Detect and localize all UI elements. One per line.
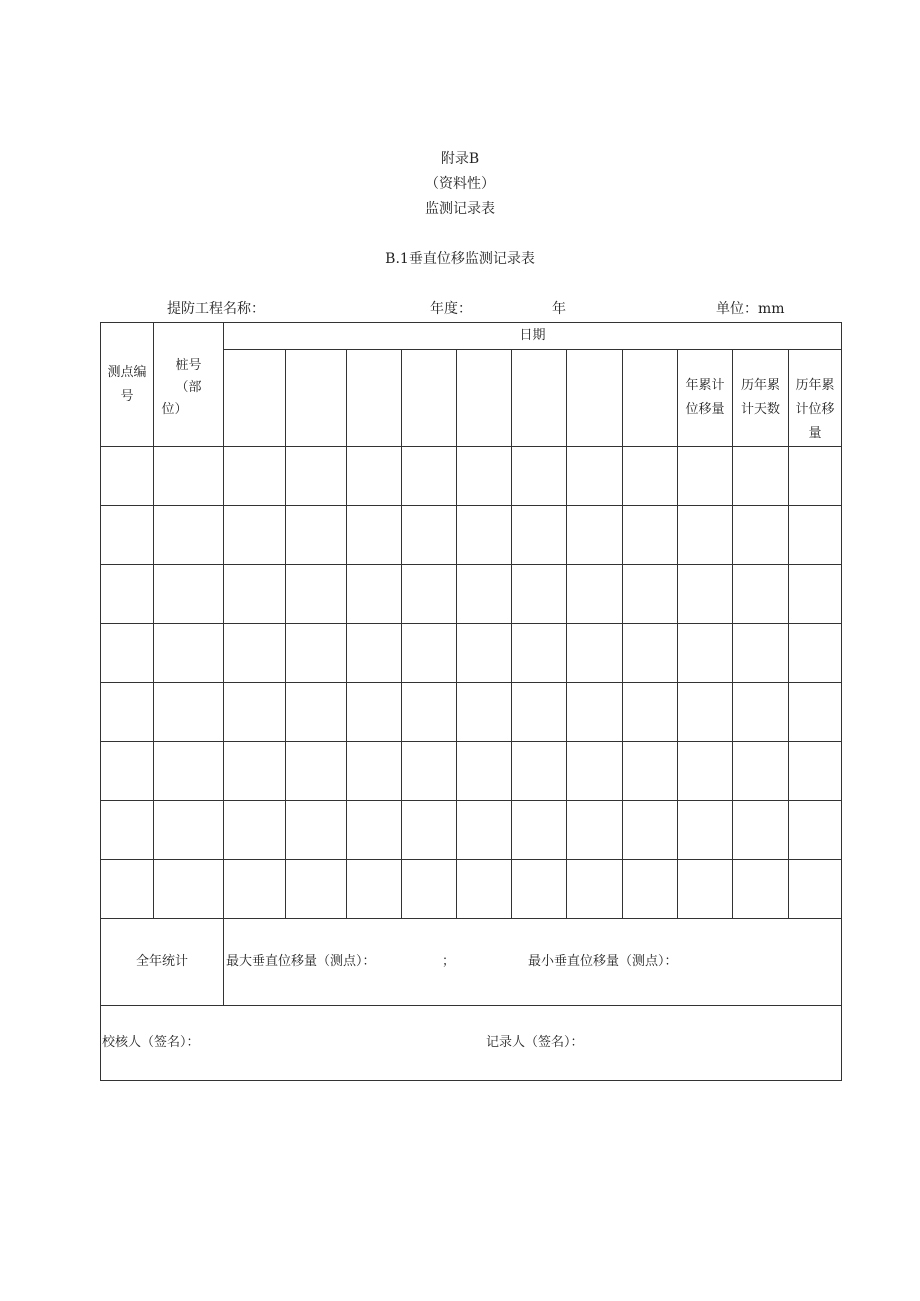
year-suffix: 年 xyxy=(552,301,566,317)
data-cell[interactable] xyxy=(224,624,286,683)
data-cell[interactable] xyxy=(224,801,286,860)
data-cell[interactable] xyxy=(402,742,457,801)
data-cell[interactable] xyxy=(457,506,512,565)
data-cell[interactable] xyxy=(678,801,733,860)
table-row xyxy=(101,683,842,742)
header-pile-line1: 桩号 xyxy=(175,358,202,373)
data-cell[interactable] xyxy=(733,860,789,919)
data-cell[interactable] xyxy=(512,801,567,860)
header-historical-days xyxy=(733,350,789,447)
summary-max-label: 最大垂直位移量（测点）： xyxy=(226,954,376,969)
data-cell[interactable] xyxy=(733,742,789,801)
data-cell[interactable] xyxy=(789,565,842,624)
data-cell[interactable] xyxy=(101,624,154,683)
header-historical-cumulative xyxy=(789,350,842,447)
data-cell[interactable] xyxy=(457,447,512,506)
data-cell[interactable] xyxy=(402,506,457,565)
date-cell[interactable] xyxy=(347,350,402,447)
data-cell[interactable] xyxy=(402,624,457,683)
data-cell[interactable] xyxy=(224,447,286,506)
data-cell[interactable] xyxy=(402,801,457,860)
project-name-label: 提防工程名称： xyxy=(167,301,265,317)
data-cell[interactable] xyxy=(457,801,512,860)
data-cell[interactable] xyxy=(286,683,347,742)
header-pile-line2: （部 xyxy=(175,380,202,395)
summary-separator: ； xyxy=(442,954,456,969)
appendix-nature: （资料性） xyxy=(425,176,495,192)
data-cell[interactable] xyxy=(347,683,402,742)
recorder-signature-label: 记录人（签名）： xyxy=(486,1035,584,1050)
data-cell[interactable] xyxy=(101,860,154,919)
table-row xyxy=(101,447,842,506)
data-cell[interactable] xyxy=(101,801,154,860)
header-point-id xyxy=(101,323,154,447)
data-cell[interactable] xyxy=(678,742,733,801)
data-cell[interactable] xyxy=(733,565,789,624)
table-title: B.1垂直位移监测记录表 xyxy=(385,251,535,267)
data-cell[interactable] xyxy=(678,565,733,624)
data-cell[interactable] xyxy=(512,624,567,683)
data-cell[interactable] xyxy=(286,447,347,506)
data-cell[interactable] xyxy=(347,860,402,919)
data-cell[interactable] xyxy=(154,624,224,683)
data-cell[interactable] xyxy=(286,624,347,683)
table-row xyxy=(101,860,842,919)
data-cell[interactable] xyxy=(154,801,224,860)
data-cell[interactable] xyxy=(623,506,678,565)
appendix-label: 附录B xyxy=(440,151,480,167)
table-row xyxy=(101,506,842,565)
data-cell[interactable] xyxy=(347,801,402,860)
data-cell[interactable] xyxy=(733,624,789,683)
data-cell[interactable] xyxy=(567,860,623,919)
data-cell[interactable] xyxy=(224,742,286,801)
document-title: 监测记录表 xyxy=(425,201,495,217)
data-cell[interactable] xyxy=(678,683,733,742)
data-cell[interactable] xyxy=(224,565,286,624)
data-cell[interactable] xyxy=(154,683,224,742)
date-cell[interactable] xyxy=(286,350,347,447)
data-cell[interactable] xyxy=(789,801,842,860)
date-cell[interactable] xyxy=(623,350,678,447)
table-row xyxy=(101,801,842,860)
header-year-cumulative xyxy=(678,350,733,447)
header-pile-line3: 位） xyxy=(161,402,188,417)
data-cell[interactable] xyxy=(154,742,224,801)
data-cell[interactable] xyxy=(347,447,402,506)
data-cell[interactable] xyxy=(512,860,567,919)
data-cell[interactable] xyxy=(567,624,623,683)
summary-content[interactable] xyxy=(224,919,842,1006)
data-cell[interactable] xyxy=(678,624,733,683)
data-cell[interactable] xyxy=(567,801,623,860)
data-cell[interactable] xyxy=(567,506,623,565)
data-cell[interactable] xyxy=(402,860,457,919)
monitoring-record-table xyxy=(100,322,842,1081)
data-cell[interactable] xyxy=(623,447,678,506)
data-cell[interactable] xyxy=(512,565,567,624)
date-cell[interactable] xyxy=(512,350,567,447)
data-cell[interactable] xyxy=(733,506,789,565)
data-cell[interactable] xyxy=(402,683,457,742)
data-cell[interactable] xyxy=(286,506,347,565)
data-cell[interactable] xyxy=(286,565,347,624)
header-pile-number xyxy=(154,323,224,447)
date-cell[interactable] xyxy=(224,350,286,447)
summary-label: 全年统计 xyxy=(101,919,224,1006)
data-cell[interactable] xyxy=(733,801,789,860)
data-cell[interactable] xyxy=(512,742,567,801)
table-row xyxy=(101,742,842,801)
data-cell[interactable] xyxy=(623,624,678,683)
data-cell[interactable] xyxy=(789,860,842,919)
data-cell[interactable] xyxy=(678,447,733,506)
summary-row xyxy=(101,919,842,1006)
year-label: 年度： xyxy=(430,301,472,317)
header-point-id-text: 测点编号 xyxy=(107,364,147,404)
data-cell[interactable] xyxy=(789,742,842,801)
data-cell[interactable] xyxy=(154,506,224,565)
data-cell[interactable] xyxy=(567,447,623,506)
data-cell[interactable] xyxy=(789,624,842,683)
header-year-cumulative-text: 年累计位移量 xyxy=(685,378,725,417)
data-cell[interactable] xyxy=(347,506,402,565)
data-cell[interactable] xyxy=(789,447,842,506)
data-cell[interactable] xyxy=(789,683,842,742)
header-date: 日期 xyxy=(224,323,842,350)
header-pile-text xyxy=(162,355,216,421)
data-cell[interactable] xyxy=(286,860,347,919)
header-historical-cumulative-text: 历年累计位移量 xyxy=(795,378,835,441)
signature-row xyxy=(101,1006,842,1081)
data-cell[interactable] xyxy=(347,624,402,683)
date-cell[interactable] xyxy=(402,350,457,447)
signature-cell[interactable] xyxy=(101,1006,842,1081)
data-cell[interactable] xyxy=(101,447,154,506)
data-cell[interactable] xyxy=(347,565,402,624)
data-cell[interactable] xyxy=(678,506,733,565)
data-cell[interactable] xyxy=(733,447,789,506)
data-cell[interactable] xyxy=(224,683,286,742)
data-cell[interactable] xyxy=(512,447,567,506)
data-cell[interactable] xyxy=(623,683,678,742)
header-historical-days-text: 历年累计天数 xyxy=(740,378,780,417)
data-cell[interactable] xyxy=(457,860,512,919)
table-row xyxy=(101,565,842,624)
data-cell[interactable] xyxy=(567,742,623,801)
data-cell[interactable] xyxy=(402,447,457,506)
data-cell[interactable] xyxy=(457,624,512,683)
data-cell[interactable] xyxy=(224,860,286,919)
data-cell[interactable] xyxy=(402,565,457,624)
data-cell[interactable] xyxy=(457,742,512,801)
summary-min-label: 最小垂直位移量（测点）： xyxy=(528,954,678,969)
data-cell[interactable] xyxy=(623,565,678,624)
data-cell[interactable] xyxy=(623,860,678,919)
unit-label: 单位：mm xyxy=(716,301,785,317)
data-cell[interactable] xyxy=(101,565,154,624)
data-cell[interactable] xyxy=(224,506,286,565)
data-cell[interactable] xyxy=(512,683,567,742)
data-cell[interactable] xyxy=(154,860,224,919)
table-row xyxy=(101,624,842,683)
data-cell[interactable] xyxy=(623,742,678,801)
data-cell[interactable] xyxy=(154,565,224,624)
data-cell[interactable] xyxy=(101,742,154,801)
data-cell[interactable] xyxy=(512,506,567,565)
data-cell[interactable] xyxy=(567,565,623,624)
date-cell[interactable] xyxy=(567,350,623,447)
data-cell[interactable] xyxy=(789,506,842,565)
data-cell[interactable] xyxy=(678,860,733,919)
data-cell[interactable] xyxy=(101,506,154,565)
data-cell[interactable] xyxy=(733,683,789,742)
data-cell[interactable] xyxy=(457,565,512,624)
data-cell[interactable] xyxy=(457,683,512,742)
data-cell[interactable] xyxy=(101,683,154,742)
checker-signature-label: 校核人（签名）： xyxy=(102,1035,200,1050)
data-cell[interactable] xyxy=(567,683,623,742)
data-cell[interactable] xyxy=(623,801,678,860)
data-cell[interactable] xyxy=(154,447,224,506)
data-cell[interactable] xyxy=(286,742,347,801)
data-cell[interactable] xyxy=(286,801,347,860)
data-cell[interactable] xyxy=(347,742,402,801)
date-cell[interactable] xyxy=(457,350,512,447)
